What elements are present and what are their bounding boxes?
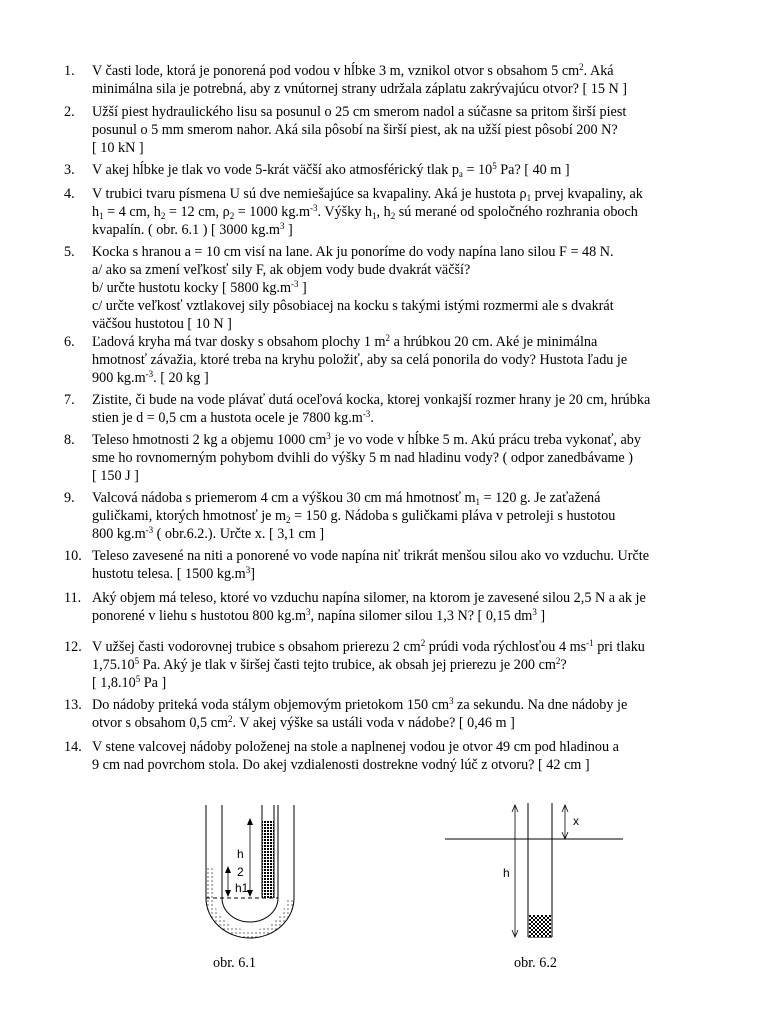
text-run: Teleso hmotnosti 2 kg a objemu 1000 cm: [92, 432, 327, 448]
problem-line: [92, 261, 712, 279]
subscript: 1: [372, 211, 377, 221]
problem-line: [92, 431, 712, 449]
text-run: V trubici tvaru písmena U sú dve nemiešajúce sa kvapaliny. Aká je hustota ρ: [92, 186, 527, 202]
problem-line: [92, 185, 712, 203]
text-run: = 150 g. Nádoba s guličkami pláva v petroleji s hustotou: [290, 508, 616, 524]
text-run: Pa. Aký je tlak v širšej časti tejto trubice, ak obsah jej prierezu je 200 cm: [139, 657, 556, 673]
text-run: c/ určte veľkosť vztlakovej sily pôsobiacej na kocku s takými istými rozmermi ale s dvakrát: [92, 298, 614, 314]
subscript: 2: [160, 211, 166, 221]
superscript: 3: [532, 607, 537, 617]
problem-text: [92, 638, 712, 692]
superscript: -3: [145, 525, 154, 535]
text-run: = 10: [462, 162, 493, 178]
problem-line: [92, 62, 712, 80]
text-run: = 120 g. Je zaťažená: [480, 490, 601, 506]
problem-line: [92, 489, 712, 507]
superscript: 2: [385, 333, 391, 343]
problem-line: [92, 565, 712, 583]
text-run: za sekundu. Na dne nádoby je: [453, 697, 628, 713]
text-run: prvej kvapaliny, ak: [531, 186, 643, 202]
problem-line: [92, 243, 712, 261]
text-run: je vo vode v hĺbke 5 m. Akú prácu treba vykonať, aby: [330, 432, 641, 448]
problem-line: [92, 507, 712, 525]
text-run: .: [370, 410, 374, 426]
text-run: . Výšky h: [317, 204, 373, 220]
problem-number: 6.: [64, 334, 75, 350]
superscript: -3: [291, 279, 299, 289]
problem-line: [92, 351, 712, 369]
problem-line: [92, 315, 712, 333]
text-run: Do nádoby priteká voda stálym objemovým prietokom 150 cm: [92, 697, 449, 713]
problem-number: 8.: [64, 432, 75, 448]
problem-text: [92, 161, 712, 179]
superscript: 5: [134, 656, 140, 666]
text-run: . [ 20 kg ]: [153, 370, 209, 386]
floating-cylinder-diagram: [445, 795, 630, 945]
problem-number: 3.: [64, 162, 75, 178]
text-run: [ 10 kN ]: [92, 140, 144, 156]
text-run: hustotu telesa. [ 1500 kg.m: [92, 566, 246, 582]
text-run: hmotnosť závažia, ktoré treba na kryhu položiť, aby sa celá ponorila do vody? Hustota ľadu je: [92, 352, 628, 368]
text-run: V stene valcovej nádoby položenej na stole a naplnenej vodou je otvor 49 cm pod hladinou a: [92, 739, 619, 755]
text-run: otvor s obsahom 0,5 cm: [92, 715, 228, 731]
text-run: V akej hĺbke je tlak vo vode 5-krát väčší ako atmosférický tlak p: [92, 162, 459, 178]
text-run: Teleso zavesené na niti a ponorené vo vode napína niť trikrát menšou silou ako vo vzduchu. Určte: [92, 548, 650, 564]
problem-line: [92, 547, 712, 565]
problem-number: 13.: [64, 697, 82, 713]
problem-line: [92, 738, 712, 756]
text-run: ( obr.6.2.). Určte x. [ 3,1 cm ]: [153, 526, 325, 542]
problem-line: [92, 369, 712, 387]
text-run: = 1000 kg.m: [234, 204, 310, 220]
superscript: 2: [420, 638, 426, 648]
text-run: guličkami, ktorých hmotnosť je m: [92, 508, 287, 524]
problem-line: [92, 409, 712, 427]
text-run: Zistite, či bude na vode plávať dutá oceľová kocka, ktorej vonkajší rozmer hrany je 20 cm, hrúbka: [92, 392, 651, 408]
text-run: V užšej časti vodorovnej trubice s obsahom prierezu 2 cm: [92, 639, 421, 655]
problem-text: [92, 696, 712, 732]
text-run: ]: [298, 280, 307, 296]
text-run: kvapalín. ( obr. 6.1 ) [ 3000 kg.m: [92, 222, 280, 238]
problem-text: [92, 333, 712, 387]
text-run: , napína silomer silou 1,3 N? [ 0,15 dm: [310, 608, 533, 624]
subscript: 1: [99, 211, 104, 221]
problem-number: 9.: [64, 490, 75, 506]
problem-line: [92, 674, 712, 692]
superscript: -3: [145, 369, 154, 379]
text-run: 800 kg.m: [92, 526, 146, 542]
text-run: b/ určte hustotu kocky [ 5800 kg.m: [92, 280, 291, 296]
superscript: 3: [279, 221, 285, 231]
text-run: väčšou hustotou [ 10 N ]: [92, 316, 232, 332]
superscript: 3: [305, 607, 311, 617]
superscript: 2: [579, 62, 584, 72]
text-run: Pa ]: [140, 675, 167, 691]
text-run: sme ho rovnomerným pohybom dvihli do výšky 5 m nad hladinu vody? ( odpor zanedbávame ): [92, 450, 633, 466]
text-run: Aký objem má teleso, ktoré vo vzduchu napína silomer, na ktorom je zavesené silou 2,5 N a ak je: [92, 590, 646, 606]
problem-line: [92, 161, 712, 179]
text-run: [ 1,8.10: [92, 675, 136, 691]
problem-line: [92, 756, 712, 774]
problem-text: [92, 185, 712, 239]
subscript: 1: [526, 193, 532, 203]
u-tube-diagram: [195, 800, 305, 945]
text-run: Užší piest hydraulického lisu sa posunul o 25 cm smerom nadol a súčasne sa pritom širší piest: [92, 104, 627, 120]
problem-line: [92, 221, 712, 239]
text-run: a/ ako sa zmení veľkosť sily F, ak objem vody bude dvakrát väčší?: [92, 262, 471, 278]
text-run: ?: [560, 657, 567, 673]
problem-text: [92, 103, 712, 157]
problem-line: [92, 589, 712, 607]
superscript: -3: [310, 203, 318, 213]
text-run: 900 kg.m: [92, 370, 146, 386]
text-run: ]: [284, 222, 293, 238]
problem-line: [92, 297, 712, 315]
balls: [529, 915, 551, 937]
problem-number: 5.: [64, 244, 75, 260]
text-run: h: [92, 204, 100, 220]
problem-text: [92, 547, 712, 583]
superscript: 2: [227, 714, 233, 724]
problem-line: [92, 696, 712, 714]
problem-line: [92, 203, 712, 221]
text-run: Kocka s hranou a = 10 cm visí na lane. Ak ju ponoríme do vody napína lano silou F = 48 N.: [92, 244, 614, 260]
superscript: 2: [555, 656, 561, 666]
text-run: stien je d = 0,5 cm a hustota ocele je 7800 kg.m: [92, 410, 363, 426]
problem-number: 14.: [64, 739, 82, 755]
subscript: 1: [475, 497, 481, 507]
superscript: 5: [492, 161, 497, 171]
superscript: -3: [362, 409, 371, 419]
problem-line: [92, 607, 712, 625]
text-run: sú merané od spoločného rozhrania oboch: [395, 204, 638, 220]
figure-u-tube: [195, 800, 305, 945]
problem-text: [92, 431, 712, 485]
text-run: Valcová nádoba s priemerom 4 cm a výškou 30 cm má hmotnosť m: [92, 490, 476, 506]
problem-line: [92, 103, 712, 121]
text-run: V časti lode, ktorá je ponorená pod vodou v hĺbke 3 m, vznikol otvor s obsahom 5 cm: [92, 63, 580, 79]
problem-number: 10.: [64, 548, 82, 564]
subscript: 2: [390, 211, 396, 221]
text-run: posunul o 5 mm smerom nahor. Aká sila pôsobí na širší piest, ak na užší piest pôsobí 200 N?: [92, 122, 618, 138]
subscript: 2: [229, 211, 235, 221]
problem-line: [92, 449, 712, 467]
problem-text: [92, 243, 712, 333]
label-h: h: [237, 847, 244, 861]
text-run: ]: [536, 608, 546, 624]
problem-number: 7.: [64, 392, 75, 408]
text-run: prúdi voda rýchlosťou 4 ms: [425, 639, 587, 655]
problem-number: 11.: [64, 590, 82, 606]
subscript: a: [458, 169, 463, 179]
liquid-upper: [262, 820, 274, 898]
text-run: ]: [250, 566, 255, 582]
superscript: -1: [586, 638, 594, 648]
problem-number: 4.: [64, 186, 75, 202]
figure-floating-cylinder: [445, 795, 630, 945]
problem-line: [92, 121, 712, 139]
figure2-caption: obr. 6.2: [514, 955, 557, 971]
problem-number: 1.: [64, 63, 75, 79]
text-run: . Aká: [583, 63, 614, 79]
problem-number: 2.: [64, 104, 75, 120]
problem-line: [92, 333, 712, 351]
problem-line: [92, 638, 712, 656]
problem-text: [92, 391, 712, 427]
text-run: . V akej výške sa ustáli voda v nádobe? [ 0,46 m ]: [232, 715, 515, 731]
text-run: ponorené v liehu s hustotou 800 kg.m: [92, 608, 306, 624]
text-run: = 4 cm, h: [103, 204, 161, 220]
figure1-caption: obr. 6.1: [213, 955, 256, 971]
problem-number: 12.: [64, 639, 82, 655]
superscript: 3: [245, 565, 251, 575]
problem-line: [92, 80, 712, 98]
superscript: 5: [135, 674, 141, 684]
label-x: x: [573, 814, 579, 828]
text-run: 9 cm nad povrchom stola. Do akej vzdialenosti dostrekne vodný lúč z otvoru? [ 42 cm ]: [92, 757, 590, 773]
problem-text: [92, 489, 712, 543]
text-run: = 12 cm, ρ: [165, 204, 230, 220]
label-h-cyl: h: [503, 866, 510, 880]
superscript: 3: [326, 431, 331, 441]
text-run: a hrúbkou 20 cm. Aké je minimálna: [390, 334, 598, 350]
problem-line: [92, 656, 712, 674]
problem-line: [92, 714, 712, 732]
label-2: 2: [237, 865, 244, 879]
text-run: Pa? [ 40 m ]: [496, 162, 570, 178]
problem-text: [92, 62, 712, 98]
problem-line: [92, 391, 712, 409]
superscript: 3: [449, 696, 454, 706]
text-run: minimálna sila je potrebná, aby z vnútornej strany udržala záplatu zakrývajúcu otvor? [ 15 N ]: [92, 81, 627, 97]
subscript: 2: [286, 515, 291, 525]
problem-line: [92, 139, 712, 157]
text-run: [ 150 J ]: [92, 468, 139, 484]
label-h1: h1: [235, 881, 249, 895]
problem-text: [92, 589, 712, 625]
problem-text: [92, 738, 712, 774]
problem-line: [92, 467, 712, 485]
problem-line: [92, 279, 712, 297]
text-run: 1,75.10: [92, 657, 135, 673]
text-run: Ľadová kryha má tvar dosky s obsahom plochy 1 m: [92, 334, 386, 350]
text-run: , h: [376, 204, 391, 220]
problem-line: [92, 525, 712, 543]
text-run: pri tlaku: [593, 639, 645, 655]
